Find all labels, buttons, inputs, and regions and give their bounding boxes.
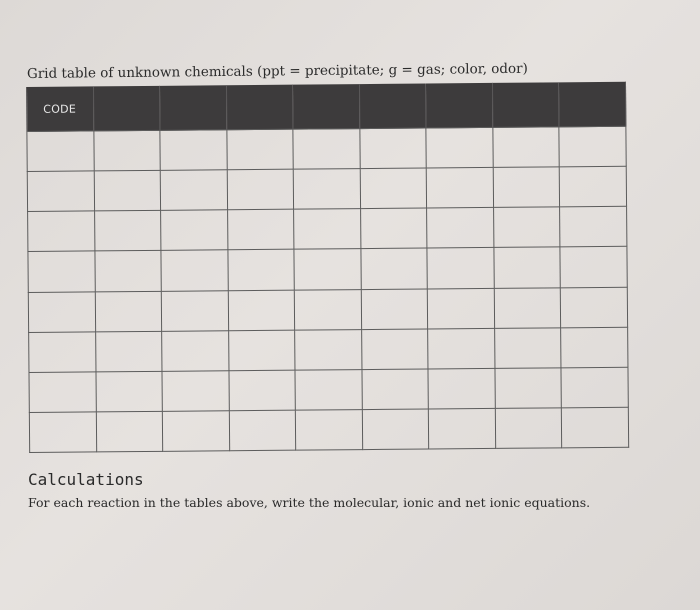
header-cell bbox=[226, 85, 293, 130]
grid-cell bbox=[494, 247, 561, 288]
grid-cell bbox=[227, 209, 294, 250]
grid-cell bbox=[360, 168, 427, 209]
header-cell bbox=[492, 82, 559, 127]
grid-cell bbox=[560, 166, 627, 207]
grid-cell bbox=[559, 126, 626, 167]
grid-cell bbox=[228, 330, 295, 371]
table-row bbox=[28, 207, 627, 252]
grid-cell bbox=[161, 210, 228, 251]
grid-cell bbox=[96, 371, 163, 412]
grid-cell bbox=[94, 211, 161, 252]
table-row bbox=[28, 287, 627, 332]
grid-cell bbox=[160, 130, 227, 171]
grid-body bbox=[27, 126, 629, 452]
grid-cell bbox=[494, 327, 561, 368]
header-cell bbox=[359, 84, 426, 129]
calculations-heading: Calculations bbox=[28, 470, 144, 489]
grid-cell bbox=[295, 329, 362, 370]
grid-cell bbox=[27, 131, 94, 172]
table-row bbox=[27, 166, 626, 211]
grid-cell bbox=[560, 207, 627, 248]
grid-cell bbox=[96, 411, 163, 452]
grid-cell bbox=[227, 169, 294, 210]
grid-cell bbox=[428, 368, 495, 409]
grid-cell bbox=[227, 129, 294, 170]
grid-cell bbox=[28, 251, 95, 292]
grid-cell bbox=[428, 288, 495, 329]
grid-cell bbox=[228, 290, 295, 331]
grid-cell bbox=[426, 127, 493, 168]
grid-cell bbox=[362, 369, 429, 410]
grid-cell bbox=[162, 370, 229, 411]
grid-cell bbox=[360, 208, 427, 249]
grid-cell bbox=[296, 409, 363, 450]
grid-cell bbox=[229, 370, 296, 411]
grid-cell bbox=[427, 248, 494, 289]
header-cell bbox=[160, 85, 227, 130]
grid-cell bbox=[493, 207, 560, 248]
header-cell bbox=[559, 82, 626, 127]
grid-cell bbox=[294, 249, 361, 290]
header-cell-code: CODE bbox=[26, 86, 93, 131]
table-row bbox=[27, 126, 626, 171]
grid-cell bbox=[493, 167, 560, 208]
table-row bbox=[29, 327, 628, 372]
grid-cell bbox=[494, 287, 561, 328]
grid-cell bbox=[561, 367, 628, 408]
grid-cell bbox=[95, 291, 162, 332]
grid-cell bbox=[29, 372, 96, 413]
grid-header-row bbox=[26, 82, 625, 132]
grid-table-title: Grid table of unknown chemicals (ppt = precipitate; g = gas; color, odor) bbox=[26, 60, 528, 82]
grid-cell bbox=[361, 329, 428, 370]
grid-cell bbox=[362, 409, 429, 450]
grid-cell bbox=[229, 410, 296, 451]
grid-cell bbox=[29, 332, 96, 373]
header-cell bbox=[93, 86, 160, 131]
grid-cell bbox=[295, 369, 362, 410]
grid-cell bbox=[94, 251, 161, 292]
grid-cell bbox=[495, 368, 562, 409]
unknown-chemicals-grid bbox=[26, 82, 629, 453]
grid-cell bbox=[29, 412, 96, 453]
table-row bbox=[29, 367, 628, 412]
grid-cell bbox=[294, 289, 361, 330]
grid-cell bbox=[562, 407, 629, 448]
grid-cell bbox=[293, 129, 360, 170]
grid-cell bbox=[561, 327, 628, 368]
grid-cell bbox=[94, 170, 161, 211]
grid-cell bbox=[28, 211, 95, 252]
grid-cell bbox=[294, 209, 361, 250]
grid-cell bbox=[95, 331, 162, 372]
grid-cell bbox=[161, 250, 228, 291]
grid-cell bbox=[228, 250, 295, 291]
header-cell bbox=[426, 83, 493, 128]
grid-cell bbox=[93, 130, 160, 171]
grid-cell bbox=[429, 408, 496, 449]
grid-cell bbox=[427, 168, 494, 209]
grid-cell bbox=[361, 289, 428, 330]
grid-cell bbox=[161, 290, 228, 331]
grid-cell bbox=[27, 171, 94, 212]
grid-cell bbox=[495, 408, 562, 449]
table-row bbox=[28, 247, 627, 292]
calculations-instruction: For each reaction in the tables above, write the molecular, ionic and net ionic equations. bbox=[28, 495, 591, 510]
grid-cell bbox=[160, 170, 227, 211]
grid-cell bbox=[28, 291, 95, 332]
grid-cell bbox=[493, 127, 560, 168]
grid-cell bbox=[428, 328, 495, 369]
grid-cell bbox=[561, 287, 628, 328]
grid-cell bbox=[162, 411, 229, 452]
grid-cell bbox=[293, 169, 360, 210]
grid-table bbox=[26, 82, 629, 453]
grid-cell bbox=[162, 330, 229, 371]
grid-cell bbox=[427, 208, 494, 249]
grid-cell bbox=[560, 247, 627, 288]
header-cell bbox=[293, 84, 360, 129]
grid-cell bbox=[360, 128, 427, 169]
grid-cell bbox=[361, 248, 428, 289]
table-row bbox=[29, 407, 628, 452]
